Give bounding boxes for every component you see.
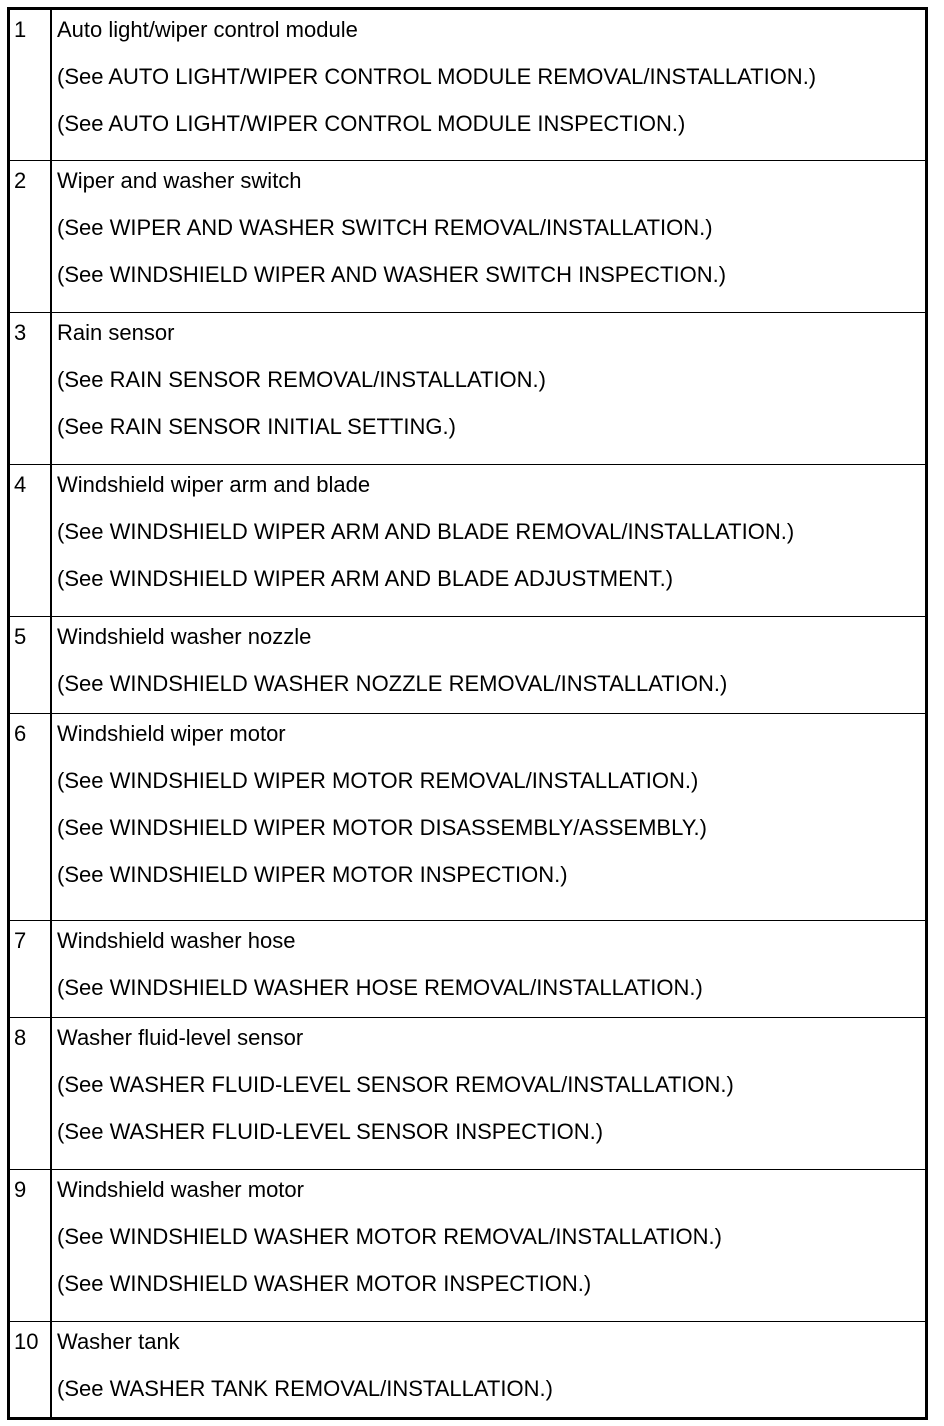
item-reference-link[interactable]: (See RAIN SENSOR INITIAL SETTING.) (57, 414, 456, 439)
item-name: Rain sensor (57, 320, 175, 345)
item-number: 8 (9, 1018, 52, 1170)
table-row (9, 161, 927, 313)
item-reference-link[interactable]: (See WASHER FLUID-LEVEL SENSOR INSPECTION.) (57, 1119, 604, 1144)
item-name: Windshield washer hose (57, 928, 296, 953)
item-reference-link[interactable]: (See WINDSHIELD WASHER HOSE REMOVAL/INSTALLATION.) (57, 975, 703, 1000)
item-description (51, 617, 927, 714)
table-row (9, 921, 927, 1018)
item-description (51, 465, 927, 617)
item-description (51, 1322, 927, 1419)
parts-table (7, 7, 928, 1420)
item-reference-link[interactable]: (See WINDSHIELD WASHER MOTOR INSPECTION.) (57, 1271, 592, 1296)
item-number: 1 (9, 9, 52, 161)
item-reference-link[interactable]: (See WASHER TANK REMOVAL/INSTALLATION.) (57, 1376, 553, 1401)
item-reference-link[interactable]: (See WINDSHIELD WIPER MOTOR INSPECTION.) (57, 862, 568, 887)
item-reference-link[interactable]: (See WINDSHIELD WIPER AND WASHER SWITCH INSPECTION.) (57, 262, 727, 287)
item-number: 9 (9, 1170, 52, 1322)
item-description (51, 313, 927, 465)
item-name: Windshield wiper motor (57, 721, 286, 746)
table-row (9, 313, 927, 465)
item-reference-link[interactable]: (See WINDSHIELD WIPER ARM AND BLADE ADJUSTMENT.) (57, 566, 674, 591)
item-name: Washer tank (57, 1329, 180, 1354)
table-row (9, 1170, 927, 1322)
item-reference-link[interactable]: (See WINDSHIELD WIPER ARM AND BLADE REMOVAL/INSTALLATION.) (57, 519, 795, 544)
item-name: Windshield wiper arm and blade (57, 472, 371, 497)
item-number: 10 (9, 1322, 52, 1419)
item-reference-link[interactable]: (See WINDSHIELD WASHER MOTOR REMOVAL/INSTALLATION.) (57, 1224, 722, 1249)
table-row (9, 617, 927, 714)
item-reference-link[interactable]: (See RAIN SENSOR REMOVAL/INSTALLATION.) (57, 367, 546, 392)
item-description (51, 161, 927, 313)
item-reference-link[interactable]: (See WASHER FLUID-LEVEL SENSOR REMOVAL/INSTALLATION.) (57, 1072, 734, 1097)
item-number: 4 (9, 465, 52, 617)
item-number: 7 (9, 921, 52, 1018)
item-number: 5 (9, 617, 52, 714)
item-description (51, 921, 927, 1018)
item-number: 6 (9, 714, 52, 921)
table-row (9, 465, 927, 617)
item-reference-link[interactable]: (See WINDSHIELD WIPER MOTOR DISASSEMBLY/ASSEMBLY.) (57, 815, 707, 840)
item-name: Windshield washer motor (57, 1177, 304, 1202)
table-row (9, 1322, 927, 1419)
item-reference-link[interactable]: (See WINDSHIELD WASHER NOZZLE REMOVAL/INSTALLATION.) (57, 671, 728, 696)
item-reference-link[interactable]: (See WIPER AND WASHER SWITCH REMOVAL/INSTALLATION.) (57, 215, 713, 240)
item-description (51, 1170, 927, 1322)
item-number: 2 (9, 161, 52, 313)
item-name: Wiper and washer switch (57, 168, 302, 193)
table-row (9, 1018, 927, 1170)
item-name: Washer fluid-level sensor (57, 1025, 304, 1050)
item-reference-link[interactable]: (See WINDSHIELD WIPER MOTOR REMOVAL/INSTALLATION.) (57, 768, 699, 793)
item-reference-link[interactable]: (See AUTO LIGHT/WIPER CONTROL MODULE INSPECTION.) (57, 111, 686, 136)
item-reference-link[interactable]: (See AUTO LIGHT/WIPER CONTROL MODULE REMOVAL/INSTALLATION.) (57, 64, 817, 89)
table-row (9, 714, 927, 921)
item-name: Auto light/wiper control module (57, 17, 358, 42)
item-description (51, 9, 927, 161)
item-number: 3 (9, 313, 52, 465)
item-name: Windshield washer nozzle (57, 624, 312, 649)
item-description (51, 1018, 927, 1170)
item-description (51, 714, 927, 921)
table-row (9, 9, 927, 161)
